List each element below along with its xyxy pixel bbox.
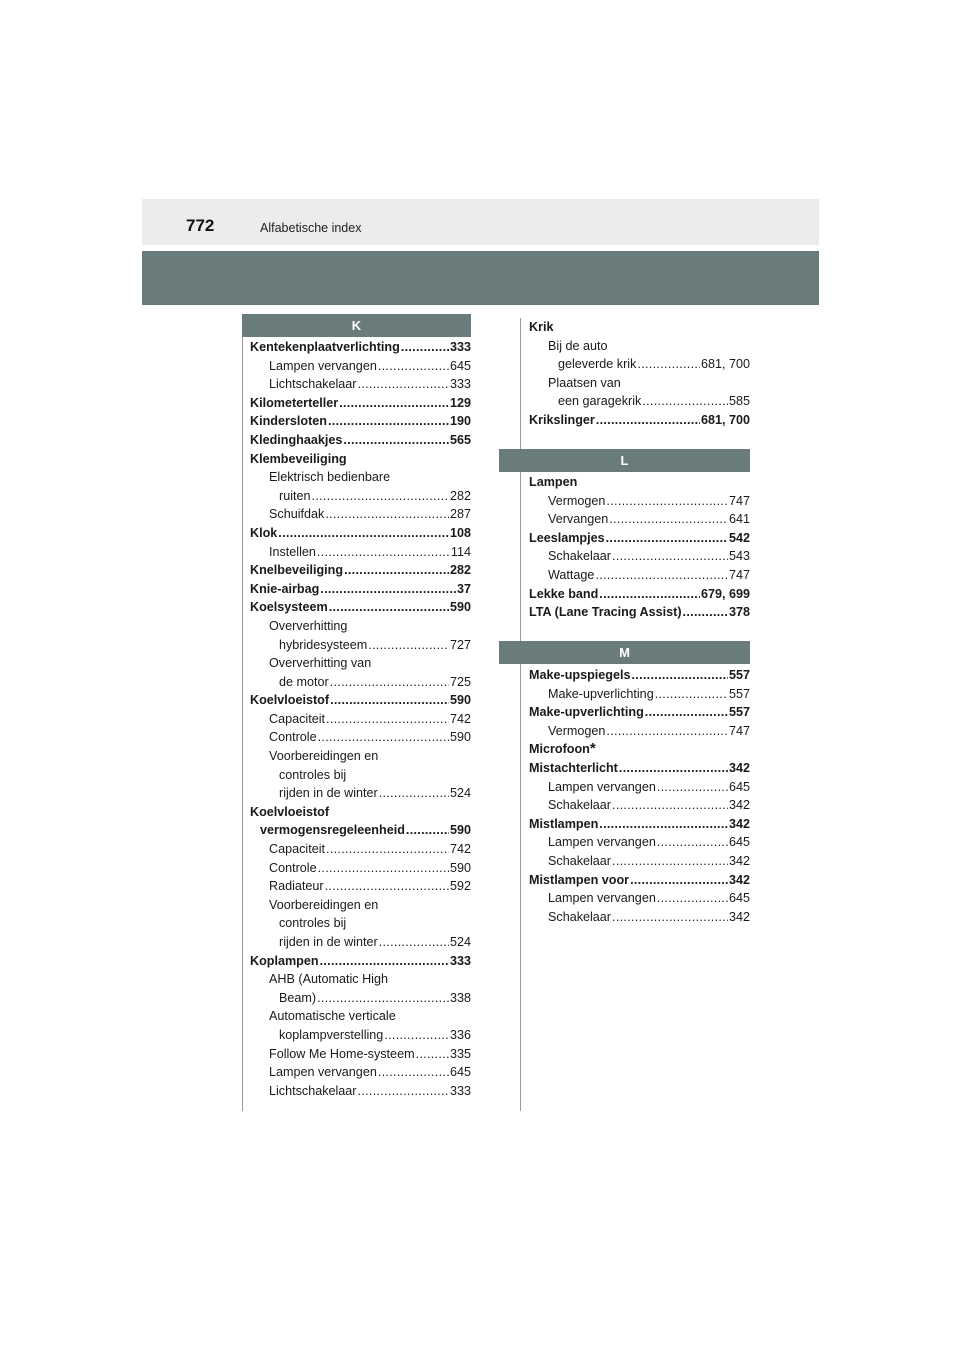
index-entry: Lampen vervangen ..... 645	[250, 357, 471, 376]
index-entry: rijden in de winter ..... 524	[250, 784, 471, 803]
column-divider-left	[242, 336, 243, 1111]
index-column-left	[250, 338, 471, 1100]
index-entry: Schakelaar ..... 342	[529, 908, 750, 927]
index-entry: Kindersloten ..... 190	[250, 412, 471, 431]
index-entry: Lichtschakelaar ..... 333	[250, 375, 471, 394]
index-entry: Lampen vervangen ..... 645	[529, 889, 750, 908]
index-entry: Kentekenplaatverlichting ..... 333	[250, 338, 471, 357]
index-entry: de motor ..... 725	[250, 673, 471, 692]
index-entry: Mistlampen ..... 342	[529, 815, 750, 834]
index-entry: een garagekrik ..... 585	[529, 392, 750, 411]
letter-heading-l: L	[499, 449, 750, 472]
letter-heading-m: M	[499, 641, 750, 664]
index-entry: Bij de auto	[548, 338, 608, 353]
index-entry: Voorbereidingen en	[269, 749, 379, 764]
page-number: 772	[186, 216, 215, 235]
index-entry: Schakelaar ..... 342	[529, 796, 750, 815]
index-entry: Kilometerteller ..... 129	[250, 394, 471, 413]
index-entry: Automatische verticale	[269, 1009, 396, 1024]
index-entry: Knie-airbag ..... 37	[250, 580, 471, 599]
index-entry: controles bij	[279, 767, 347, 782]
index-entry: Mistlampen voor ..... 342	[529, 871, 750, 890]
index-entry: Follow Me Home-systeem ..... 335	[250, 1045, 471, 1064]
index-entry: Lekke band ..... 679, 699	[529, 585, 750, 604]
index-column-right-m	[529, 666, 750, 926]
index-entry: Beam) ..... 338	[250, 989, 471, 1008]
index-entry: Lampen	[529, 475, 578, 489]
index-entry: Wattage ..... 747	[529, 566, 750, 585]
index-entry: Plaatsen van	[548, 375, 621, 390]
index-entry: Microfoon *	[529, 740, 596, 758]
index-entry: Lampen vervangen ..... 645	[529, 778, 750, 797]
index-entry: LTA (Lane Tracing Assist) ..... 378	[529, 603, 750, 622]
index-entry: Krik	[529, 320, 554, 334]
index-entry: Schakelaar ..... 342	[529, 852, 750, 871]
index-column-right-k	[529, 318, 750, 430]
index-entry: hybridesysteem ..... 727	[250, 636, 471, 655]
index-entry: Lampen vervangen ..... 645	[529, 833, 750, 852]
index-entry: Koelvloeistof	[250, 804, 330, 819]
index-entry: Lampen vervangen ..... 645	[250, 1063, 471, 1082]
index-entry: Capaciteit ..... 742	[250, 710, 471, 729]
column-divider-right	[520, 318, 521, 1111]
index-entry: Knelbeveiliging ..... 282	[250, 561, 471, 580]
index-entry: Radiateur ..... 592	[250, 877, 471, 896]
index-entry: Oververhitting	[269, 618, 348, 633]
index-entry: Schuifdak ..... 287	[250, 505, 471, 524]
index-entry: Voorbereidingen en	[269, 897, 379, 912]
index-entry: Controle ..... 590	[250, 728, 471, 747]
index-entry: controles bij	[279, 916, 347, 931]
index-entry: Make-upverlichting ..... 557	[529, 685, 750, 704]
index-entry: Controle ..... 590	[250, 859, 471, 878]
index-entry: Make-upverlichting ..... 557	[529, 703, 750, 722]
index-entry: Leeslampjes ..... 542	[529, 529, 750, 548]
section-title: Alfabetische index	[260, 221, 362, 235]
index-entry: Instellen ..... 114	[250, 543, 471, 562]
index-entry: Vermogen ..... 747	[529, 722, 750, 741]
index-entry: koplampverstelling ..... 336	[250, 1026, 471, 1045]
index-entry: vermogensregeleenheid ..... 590	[250, 821, 471, 840]
header-band	[142, 251, 819, 305]
index-entry: ruiten ..... 282	[250, 487, 471, 506]
index-entry: Klok ..... 108	[250, 524, 471, 543]
index-entry: rijden in de winter ..... 524	[250, 933, 471, 952]
index-entry: Lichtschakelaar ..... 333	[250, 1082, 471, 1101]
page-header	[142, 199, 819, 245]
index-entry: Make-upspiegels ..... 557	[529, 666, 750, 685]
index-entry: geleverde krik ..... 681, 700	[529, 355, 750, 374]
index-entry: Schakelaar ..... 543	[529, 547, 750, 566]
index-entry: Vervangen ..... 641	[529, 510, 750, 529]
index-entry: Elektrisch bedienbare	[269, 470, 391, 485]
index-entry: Vermogen ..... 747	[529, 492, 750, 511]
index-entry: Mistachterlicht ..... 342	[529, 759, 750, 778]
index-entry: Capaciteit ..... 742	[250, 840, 471, 859]
index-entry: Kledinghaakjes ..... 565	[250, 431, 471, 450]
index-entry: Koelsysteem ..... 590	[250, 598, 471, 617]
index-entry: AHB (Automatic High	[269, 972, 388, 987]
letter-heading-k: K	[242, 314, 471, 337]
index-entry: Oververhitting van	[269, 656, 372, 671]
index-entry: Koplampen ..... 333	[250, 952, 471, 971]
index-entry: Koelvloeistof ..... 590	[250, 691, 471, 710]
index-entry: Klembeveiliging	[250, 451, 347, 466]
index-entry: Krikslinger ..... 681, 700	[529, 411, 750, 430]
index-column-right-l	[529, 473, 750, 622]
